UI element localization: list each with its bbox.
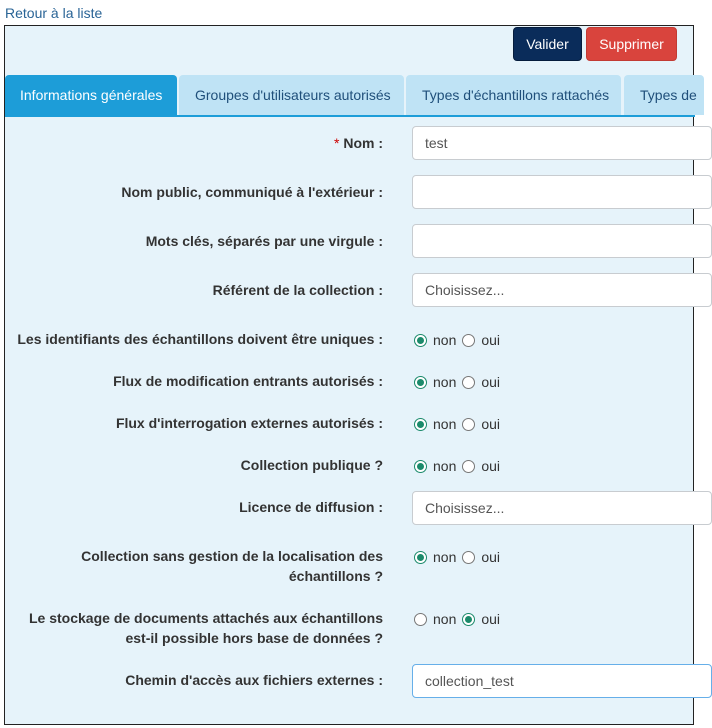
modification-flow-non-radio[interactable] [414, 376, 427, 389]
no-location-radio-group: non oui [412, 547, 504, 567]
modification-flow-oui-radio[interactable] [462, 376, 475, 389]
required-mark: * [333, 135, 340, 151]
doc-storage-oui-radio[interactable] [462, 613, 475, 626]
modification-flow-label: Flux de modification entrants autorisés : [113, 373, 383, 389]
referent-label: Référent de la collection : [212, 282, 383, 298]
public-collection-label: Collection publique ? [240, 457, 383, 473]
collection-form-panel [4, 25, 697, 725]
name-label: * Nom : [333, 135, 383, 151]
external-path-label: Chemin d'accès aux fichiers externes : [125, 672, 383, 688]
public-name-input[interactable] [412, 175, 712, 209]
keywords-input[interactable] [412, 224, 712, 258]
external-path-input[interactable]: collection_test [412, 664, 712, 698]
no-location-oui-radio[interactable] [462, 551, 475, 564]
no-location-non-radio[interactable] [414, 551, 427, 564]
license-select[interactable]: Choisissez... [412, 491, 712, 525]
doc-storage-label: Le stockage de documents attachés aux échantillons est-il possible hors base de données ? [29, 610, 383, 646]
tab-general-info[interactable]: Informations générales [5, 75, 177, 115]
doc-storage-radio-group: non oui [412, 609, 504, 629]
license-label: Licence de diffusion : [239, 499, 383, 515]
unique-ids-oui-radio[interactable] [462, 334, 475, 347]
public-collection-radio-group: non oui [412, 456, 504, 476]
query-flow-non-radio[interactable] [414, 418, 427, 431]
unique-ids-label: Les identifiants des échantillons doivent être uniques : [17, 331, 383, 347]
back-to-list-link[interactable]: Retour à la liste [5, 5, 103, 21]
keywords-label: Mots clés, séparés par une virgule : [145, 233, 383, 249]
query-flow-radio-group: non oui [412, 414, 504, 434]
tab-user-groups[interactable]: Groupes d'utilisateurs autorisés [179, 75, 404, 115]
public-collection-non-radio[interactable] [414, 460, 427, 473]
referent-select[interactable]: Choisissez... [412, 273, 712, 307]
unique-ids-non-radio[interactable] [414, 334, 427, 347]
public-name-label: Nom public, communiqué à l'extérieur : [121, 184, 383, 200]
name-input[interactable]: test [412, 126, 712, 160]
unique-ids-radio-group: non oui [412, 330, 504, 350]
modification-flow-radio-group: non oui [412, 372, 504, 392]
tab-bar [5, 75, 695, 117]
doc-storage-non-radio[interactable] [414, 613, 427, 626]
delete-button[interactable]: Supprimer [586, 27, 677, 61]
query-flow-label: Flux d'interrogation externes autorisés : [115, 415, 383, 431]
validate-button[interactable]: Valider [513, 27, 582, 61]
public-collection-oui-radio[interactable] [462, 460, 475, 473]
tab-sample-types[interactable]: Types d'échantillons rattachés [406, 75, 621, 115]
query-flow-oui-radio[interactable] [462, 418, 475, 431]
tab-types-de[interactable]: Types de [624, 75, 704, 115]
no-location-label: Collection sans gestion de la localisation des échantillons ? [81, 548, 383, 584]
